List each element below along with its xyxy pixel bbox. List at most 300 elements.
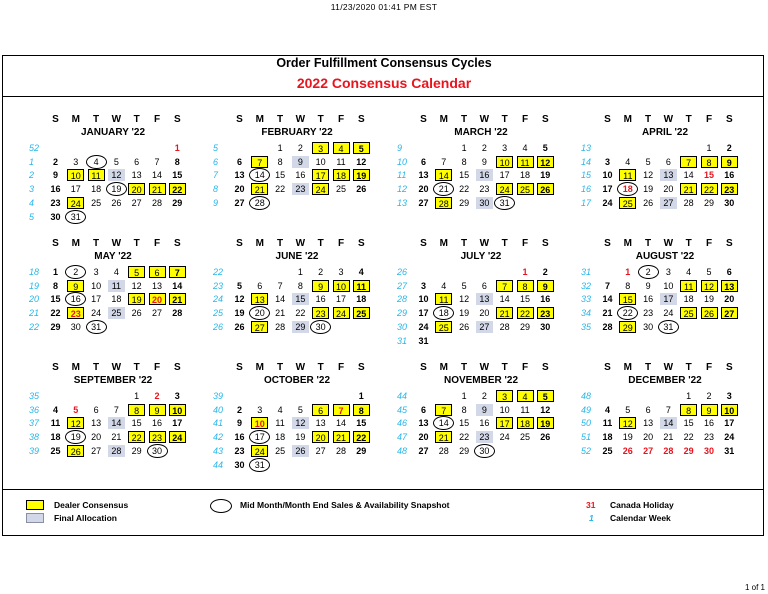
day-cell: 23 — [721, 183, 738, 195]
month-name: JUNE '22 — [275, 251, 319, 262]
weekday-header: T — [461, 238, 468, 249]
day-cell: 29 — [50, 321, 61, 332]
month-name: AUGUST '22 — [635, 251, 695, 262]
dealer-consensus-swatch — [26, 500, 44, 510]
weekday-header: S — [420, 362, 427, 373]
day-cell: 18 — [275, 432, 286, 443]
day-cell: 15 — [519, 294, 530, 305]
day-cell: 23 — [312, 307, 329, 319]
day-cell: 10 — [418, 294, 429, 305]
day-cell: 14 — [683, 170, 694, 181]
day-cell: 13 — [131, 170, 142, 181]
weekday-header: M — [71, 362, 80, 373]
day-cell: 19 — [353, 169, 370, 181]
day-cell: 10 — [333, 280, 350, 292]
day-cell: 14 — [435, 169, 452, 181]
day-cell: 12 — [67, 417, 84, 429]
weekday-header: W — [663, 362, 674, 373]
day-cell: 23 — [537, 307, 554, 319]
day-cell: 21 — [496, 307, 513, 319]
day-cell: 7 — [680, 156, 697, 168]
day-cell: 12 — [537, 156, 554, 168]
day-cell: 17 — [70, 184, 81, 195]
weekday-header: T — [93, 362, 100, 373]
day-cell: 26 — [643, 197, 654, 208]
calendar-week-number: 31 — [397, 335, 408, 346]
day-cell: 3 — [174, 391, 180, 401]
day-cell: 8 — [128, 404, 145, 416]
day-cell: 2 — [297, 143, 303, 153]
day-cell: 24 — [724, 432, 735, 443]
day-cell: 22 — [683, 432, 694, 443]
day-cell: 12 — [619, 417, 636, 429]
day-cell: 24 — [169, 431, 186, 443]
weekday-header: W — [479, 362, 490, 373]
calendar-week-number: 49 — [581, 404, 592, 415]
day-cell: 9 — [149, 404, 166, 416]
weekday-header: F — [705, 362, 713, 373]
day-cell: 5 — [542, 143, 548, 153]
calendar-week-number: 7 — [213, 170, 219, 181]
day-cell: 27 — [660, 197, 677, 209]
day-cell: 10 — [721, 404, 738, 416]
legend-holiday-sample: 31 — [586, 500, 596, 510]
day-cell: 17 — [172, 418, 183, 429]
day-cell: 9 — [721, 156, 738, 168]
day-cell: 30 — [724, 197, 735, 208]
day-cell: 6 — [481, 280, 487, 291]
calendar-week-number: 29 — [397, 308, 408, 319]
day-cell: 19 — [67, 431, 84, 443]
calendar-week-number: 22 — [29, 321, 40, 332]
weekday-header: T — [133, 238, 140, 249]
day-cell: 14 — [660, 417, 677, 429]
day-cell: 19 — [234, 308, 245, 319]
calendar-week-number: 25 — [213, 308, 224, 319]
day-cell: 14 — [435, 417, 452, 429]
weekday-header: T — [317, 238, 324, 249]
day-cell: 30 — [540, 321, 551, 332]
day-cell: 1 — [174, 143, 180, 153]
calendar-week-number: 37 — [29, 418, 40, 429]
day-cell: 26 — [540, 432, 551, 443]
weekday-header: S — [725, 362, 733, 373]
day-cell: 15 — [683, 418, 694, 429]
month-block — [29, 238, 195, 360]
day-cell: 7 — [333, 404, 350, 416]
day-cell: 23 — [292, 183, 309, 195]
month-block — [213, 238, 379, 360]
day-cell: 6 — [134, 156, 140, 167]
day-cell: 29 — [519, 321, 530, 332]
month-name: APRIL '22 — [641, 127, 689, 138]
calendar-week-number: 39 — [213, 391, 224, 401]
day-cell: 21 — [251, 183, 268, 195]
weekday-header: M — [255, 114, 264, 125]
day-cell: 20 — [643, 432, 654, 443]
weekday-header: S — [52, 114, 59, 125]
day-cell: 1 — [297, 267, 303, 277]
day-cell: 13 — [251, 293, 268, 305]
day-cell: 13 — [418, 418, 429, 429]
day-cell: 5 — [297, 404, 303, 415]
day-cell: 15 — [131, 418, 142, 429]
calendar-week-number: 19 — [29, 280, 40, 291]
calendar-week-number: 16 — [581, 184, 592, 195]
day-cell: 11 — [602, 418, 613, 429]
month-block — [29, 114, 195, 236]
day-cell: 27 — [131, 197, 142, 208]
day-cell: 3 — [502, 143, 508, 153]
day-cell: 6 — [420, 156, 426, 167]
day-cell: 4 — [277, 404, 283, 415]
day-cell: 11 — [275, 418, 285, 429]
day-cell: 21 — [435, 431, 452, 443]
day-cell: 18 — [619, 183, 636, 195]
day-cell: 2 — [542, 267, 548, 277]
calendar-week-number: 47 — [397, 432, 408, 443]
weekday-header: S — [236, 238, 243, 249]
day-cell: 10 — [67, 169, 84, 181]
day-cell: 29 — [356, 445, 367, 456]
calendar-week-number: 44 — [397, 391, 408, 401]
calendar-week-number: 41 — [213, 418, 224, 429]
day-cell: 11 — [680, 280, 697, 292]
day-cell: 25 — [50, 445, 61, 456]
day-cell: 14 — [108, 417, 125, 429]
day-cell: 10 — [251, 417, 268, 429]
day-cell: 1 — [522, 267, 528, 277]
weekday-header: T — [93, 114, 100, 125]
day-cell: 5 — [706, 267, 712, 277]
calendar-week-number: 15 — [581, 170, 592, 181]
weekday-header: M — [439, 362, 448, 373]
weekday-header: T — [461, 362, 468, 373]
day-cell: 7 — [169, 266, 186, 278]
weekday-header: S — [52, 362, 59, 373]
day-cell: 8 — [701, 156, 718, 168]
weekday-header: T — [501, 238, 508, 249]
day-cell: 4 — [441, 280, 447, 291]
day-cell: 16 — [295, 170, 306, 181]
day-cell: 20 — [149, 293, 166, 305]
weekday-header: W — [295, 114, 306, 125]
day-cell: 20 — [418, 432, 429, 443]
day-cell: 2 — [481, 143, 487, 153]
weekday-header: S — [420, 238, 427, 249]
day-cell: 18 — [519, 170, 530, 181]
day-cell: 17 — [251, 431, 268, 443]
day-cell: 5 — [128, 266, 145, 278]
day-cell: 11 — [336, 156, 346, 167]
day-cell: 4 — [522, 143, 528, 153]
day-cell: 19 — [540, 170, 551, 181]
day-cell: 30 — [476, 197, 493, 209]
day-cell: 23 — [476, 431, 493, 443]
day-cell: 11 — [435, 293, 452, 305]
day-cell: 19 — [703, 294, 714, 305]
day-cell: 25 — [619, 197, 636, 209]
day-cell: 13 — [418, 170, 429, 181]
weekday-header: M — [623, 238, 632, 249]
day-cell: 10 — [315, 156, 326, 167]
day-cell: 25 — [91, 197, 102, 208]
day-cell: 26 — [459, 321, 470, 332]
weekday-header: T — [277, 238, 284, 249]
snapshot-oval-icon — [210, 499, 232, 513]
day-cell: 5 — [625, 404, 631, 415]
day-cell: 13 — [91, 418, 102, 429]
calendar-week-number: 39 — [29, 445, 40, 456]
day-cell: 11 — [50, 418, 61, 429]
calendar-week-number: 5 — [213, 143, 219, 153]
weekday-header: S — [236, 114, 243, 125]
day-cell: 22 — [169, 183, 186, 195]
day-cell: 31 — [67, 211, 84, 223]
day-cell: 2 — [481, 391, 487, 401]
day-cell: 15 — [459, 418, 470, 429]
weekday-header: S — [420, 114, 427, 125]
day-cell: 17 — [312, 169, 329, 181]
day-cell: 1 — [277, 143, 283, 153]
day-cell: 9 — [701, 404, 718, 416]
weekday-header: S — [357, 114, 365, 125]
day-cell: 6 — [645, 404, 651, 415]
day-cell: 7 — [277, 280, 283, 291]
day-cell: 16 — [724, 170, 735, 181]
weekday-header: S — [173, 238, 181, 249]
day-cell: 28 — [663, 445, 674, 456]
day-cell: 3 — [257, 404, 263, 415]
day-cell: 24 — [67, 197, 84, 209]
day-cell: 29 — [459, 197, 470, 208]
day-cell: 1 — [134, 391, 140, 401]
day-cell: 16 — [315, 294, 326, 305]
day-cell: 3 — [312, 142, 329, 154]
day-cell: 8 — [174, 156, 180, 167]
month-name: JULY '22 — [460, 251, 502, 262]
calendar-week-number: 43 — [213, 445, 224, 456]
legend-dealer-label: Dealer Consensus — [54, 500, 129, 510]
day-cell: 20 — [128, 183, 145, 195]
day-cell: 8 — [625, 280, 631, 291]
day-cell: 14 — [251, 169, 268, 181]
day-cell: 16 — [643, 294, 654, 305]
day-cell: 27 — [91, 445, 102, 456]
month-block — [397, 362, 563, 484]
day-cell: 31 — [724, 445, 735, 456]
day-cell: 7 — [435, 404, 452, 416]
day-cell: 15 — [172, 170, 183, 181]
weekday-header: W — [111, 114, 122, 125]
calendar-week-number: 10 — [397, 156, 408, 167]
calendar-week-number: 26 — [213, 321, 224, 332]
day-cell: 13 — [660, 169, 677, 181]
day-cell: 30 — [149, 445, 166, 457]
legend-divider — [2, 489, 764, 490]
day-cell: 15 — [292, 293, 309, 305]
weekday-header: T — [645, 238, 652, 249]
day-cell: 14 — [275, 294, 286, 305]
legend-week-label: Calendar Week — [610, 513, 671, 523]
day-cell: 12 — [643, 170, 654, 181]
day-cell: 8 — [517, 280, 534, 292]
day-cell: 27 — [418, 445, 429, 456]
day-cell: 18 — [111, 294, 122, 305]
day-cell: 4 — [686, 267, 692, 277]
day-cell: 25 — [519, 432, 530, 443]
day-cell: 14 — [172, 280, 183, 291]
legend-week-sample: 1 — [589, 513, 594, 523]
day-cell: 26 — [701, 307, 718, 319]
day-cell: 6 — [312, 404, 329, 416]
day-cell: 27 — [476, 321, 493, 333]
day-cell: 3 — [726, 391, 732, 401]
day-cell: 2 — [154, 391, 160, 401]
calendar-week-number: 26 — [397, 267, 408, 277]
weekday-header: T — [461, 114, 468, 125]
page-number: 1 of 1 — [744, 583, 765, 592]
weekday-header: W — [111, 362, 122, 373]
day-cell: 18 — [50, 432, 61, 443]
day-cell: 20 — [312, 431, 329, 443]
day-cell: 28 — [499, 321, 510, 332]
day-cell: 17 — [602, 184, 613, 195]
weekday-header: S — [236, 362, 243, 373]
day-cell: 30 — [643, 321, 654, 332]
day-cell: 26 — [234, 321, 245, 332]
day-cell: 28 — [108, 445, 125, 457]
weekday-header: S — [541, 238, 549, 249]
weekday-header: F — [337, 362, 345, 373]
day-cell: 3 — [93, 267, 99, 277]
weekday-header: F — [705, 238, 713, 249]
day-cell: 26 — [131, 308, 142, 319]
day-cell: 11 — [88, 169, 105, 181]
weekday-header: S — [725, 114, 733, 125]
day-cell: 2 — [318, 267, 324, 277]
day-cell: 20 — [251, 307, 268, 319]
weekday-header: F — [705, 114, 713, 125]
page-title: Order Fulfillment Consensus Cycles — [276, 56, 492, 70]
day-cell: 25 — [435, 321, 452, 333]
day-cell: 22 — [295, 308, 306, 319]
day-cell: 18 — [517, 417, 534, 429]
day-cell: 17 — [660, 293, 677, 305]
calendar-week-number: 46 — [397, 418, 408, 429]
day-cell: 17 — [418, 308, 429, 319]
day-cell: 4 — [333, 142, 350, 154]
day-cell: 20 — [724, 294, 735, 305]
day-cell: 2 — [236, 404, 242, 415]
calendar-week-number: 34 — [581, 308, 592, 319]
day-cell: 25 — [602, 445, 613, 456]
day-cell: 29 — [459, 445, 470, 456]
day-cell: 15 — [50, 294, 61, 305]
day-cell: 31 — [88, 321, 105, 333]
day-cell: 28 — [251, 197, 268, 209]
day-cell: 28 — [335, 445, 346, 456]
day-cell: 15 — [703, 170, 714, 181]
day-cell: 11 — [619, 169, 636, 181]
day-cell: 1 — [686, 391, 692, 401]
calendar-week-number: 6 — [213, 156, 219, 167]
day-cell: 17 — [496, 417, 513, 429]
calendar-subtitle: 2022 Consensus Calendar — [296, 75, 472, 91]
day-cell: 23 — [234, 445, 245, 456]
day-cell: 8 — [680, 404, 697, 416]
weekday-header: S — [357, 238, 365, 249]
day-cell: 18 — [356, 294, 367, 305]
day-cell: 1 — [358, 391, 364, 401]
day-cell: 17 — [335, 294, 346, 305]
weekday-header: W — [663, 114, 674, 125]
day-cell: 2 — [726, 143, 732, 153]
weekday-header: M — [255, 238, 264, 249]
day-cell: 20 — [234, 184, 245, 195]
day-cell: 19 — [459, 308, 470, 319]
calendar-week-number: 11 — [397, 170, 407, 181]
day-cell: 24 — [496, 183, 513, 195]
day-cell: 22 — [459, 184, 470, 195]
weekday-header: S — [604, 362, 611, 373]
day-cell: 10 — [499, 404, 510, 415]
day-cell: 23 — [479, 184, 490, 195]
day-cell: 4 — [358, 267, 364, 277]
day-cell: 16 — [67, 293, 84, 305]
day-cell: 4 — [88, 156, 105, 168]
day-cell: 26 — [292, 445, 309, 457]
calendar-week-number: 13 — [581, 143, 592, 153]
weekday-header: S — [604, 238, 611, 249]
day-cell: 4 — [52, 404, 58, 415]
day-cell: 16 — [703, 418, 714, 429]
day-cell: 8 — [461, 156, 467, 167]
day-cell: 18 — [91, 184, 102, 195]
day-cell: 26 — [111, 197, 122, 208]
weekday-header: F — [337, 238, 345, 249]
month-name: FEBRUARY '22 — [261, 127, 333, 138]
weekday-header: T — [501, 362, 508, 373]
day-cell: 30 — [703, 445, 714, 456]
day-cell: 19 — [622, 432, 633, 443]
day-cell: 21 — [333, 431, 350, 443]
weekday-header: W — [663, 238, 674, 249]
day-cell: 31 — [660, 321, 677, 333]
day-cell: 15 — [356, 418, 367, 429]
day-cell: 13 — [234, 170, 245, 181]
weekday-header: T — [277, 362, 284, 373]
day-cell: 23 — [643, 308, 654, 319]
day-cell: 24 — [418, 321, 429, 332]
day-cell: 31 — [496, 197, 513, 209]
day-cell: 17 — [724, 418, 735, 429]
day-cell: 7 — [604, 280, 610, 291]
weekday-header: M — [623, 362, 632, 373]
final-allocation-swatch — [26, 513, 44, 523]
day-cell: 14 — [602, 294, 613, 305]
day-cell: 30 — [234, 459, 245, 470]
day-cell: 20 — [663, 184, 674, 195]
day-cell: 6 — [257, 280, 263, 291]
day-cell: 13 — [721, 280, 738, 292]
day-cell: 2 — [640, 266, 657, 278]
weekday-header: T — [277, 114, 284, 125]
day-cell: 5 — [461, 280, 467, 291]
day-cell: 22 — [353, 431, 370, 443]
day-cell: 9 — [312, 280, 329, 292]
day-cell: 25 — [108, 307, 125, 319]
